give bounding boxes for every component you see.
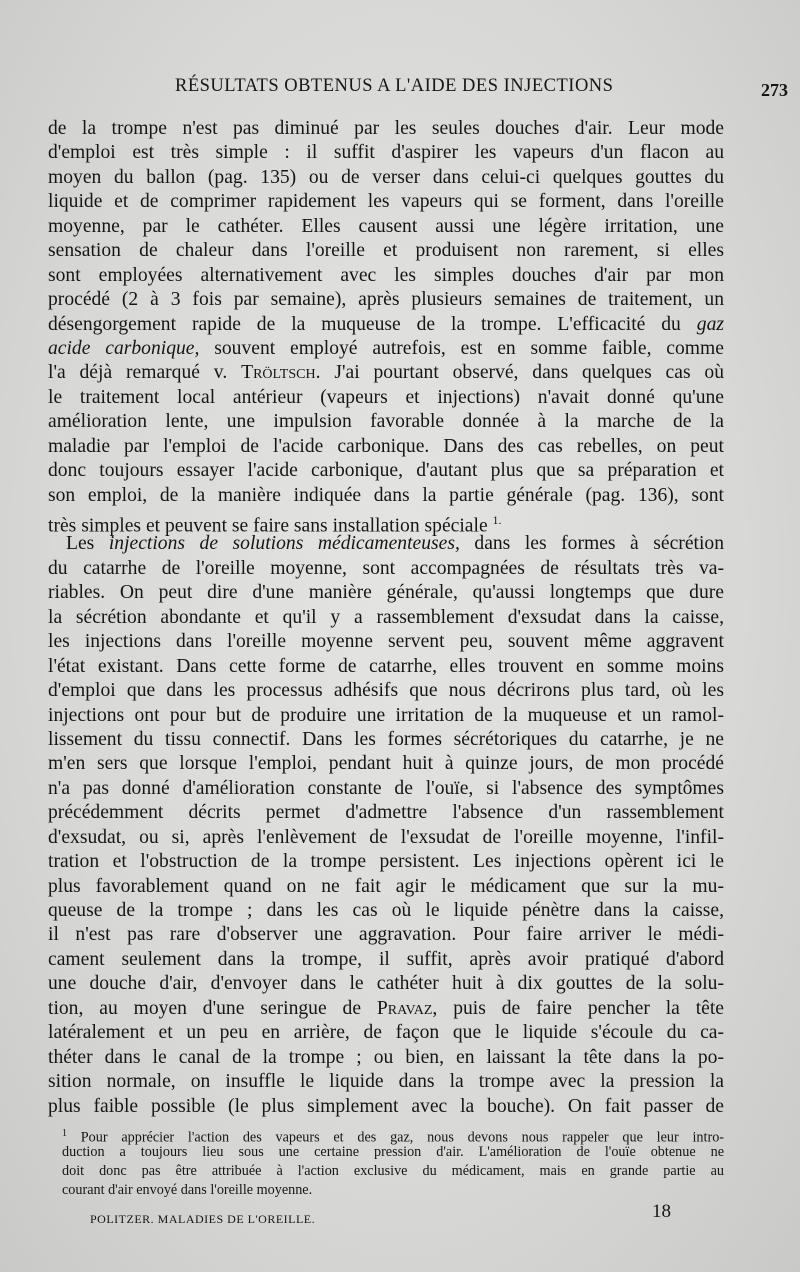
running-title: RÉSULTATS OBTENUS A L'AIDE DES INJECTIONS	[175, 76, 614, 96]
text-line: maladie par l'emploi de l'acide carbonique. Dans des cas rebelles, on peut	[48, 435, 724, 457]
text-segment: dans les formes à sécrétion	[474, 533, 724, 555]
footnote-line: duction a toujours lieu sous une certaine pression d'air. L'amélioration de l'ouïe obtenue ne	[62, 1144, 724, 1160]
text-line: l'état existant. Dans cette forme de catarrhe, elles trouvent en somme moins	[48, 655, 724, 677]
text-line: donc toujours essayer l'acide carbonique, d'autant plus que sa préparation et	[48, 460, 724, 482]
text-segment: Les	[66, 533, 95, 555]
footnote-line: doit donc pas être attribuée à l'action exclusive du médicament, mais en grande partie au	[62, 1163, 724, 1179]
emphasis-injections: injections de solutions médicamenteuses,	[108, 533, 460, 555]
footnote-reference: 1.	[492, 513, 502, 527]
text-line: sition normale, on insuffle le liquide dans la trompe avec la pression la	[48, 1071, 724, 1093]
text-line: d'emploi que dans les processus adhésifs que nous décrirons plus tard, où les	[48, 680, 724, 702]
text-line: injections ont pour but de produire une irritation de la muqueuse et un ramol-	[48, 704, 724, 726]
text-line: d'emploi est très simple : il suffit d'aspirer les vapeurs d'un flacon au	[48, 142, 724, 164]
text-segment: très simples et peuvent se faire sans installation spéciale	[48, 515, 488, 537]
text-line: latéralement et un peu en arrière, de façon que le liquide s'écoule du ca-	[48, 1022, 724, 1044]
text-line	[48, 337, 724, 361]
text-line: amélioration lente, une impulsion favorable donnée à la marche de la	[48, 411, 724, 433]
text-line: liquide et de comprimer rapidement les vapeurs qui se forment, dans l'oreille	[48, 191, 724, 213]
footnote-line	[62, 1124, 725, 1146]
text-line	[48, 997, 724, 1021]
footnote-marker: 1	[62, 1128, 67, 1139]
emphasis-acide-carbonique: acide carbonique,	[48, 337, 200, 359]
text-line: de la trompe n'est pas diminué par les seules douches d'air. Leur mode	[48, 118, 724, 139]
author-name-pravaz: Pravaz	[376, 997, 433, 1019]
text-line: cament seulement dans la trompe, il suffit, après avoir pratiqué d'abord	[48, 948, 724, 970]
text-line: tration et l'obstruction de la trompe persistent. Les injections opèrent ici le	[48, 851, 724, 873]
text-line: les injections dans l'oreille moyenne servent peu, souvent même aggravent	[48, 631, 724, 653]
text-line: sont employées alternativement avec les simples douches d'air par mon	[48, 264, 724, 286]
text-line: plus favorablement quand on ne fait agir le médicament que sur la mu-	[48, 875, 724, 897]
body-text	[48, 117, 724, 1119]
page-header	[60, 76, 788, 106]
text-line: lissement du tissu connectif. Dans les formes sécrétoriques du catarrhe, je ne	[48, 728, 724, 750]
text-line: queuse de la trompe ; dans les cas où le liquide pénètre dans la caisse,	[48, 900, 724, 921]
signature-number: 18	[652, 1201, 671, 1222]
author-name-troltsch: Tröltsch.	[241, 362, 321, 384]
text-line: précédemment décrits permet d'admettre l'absence d'un rassemblement	[48, 802, 724, 824]
text-line: sensation de chaleur dans l'oreille et produisent non rarement, si elles	[48, 240, 724, 262]
text-line	[48, 508, 724, 537]
printer-signature: POLITZER. MALADIES DE L'OREILLE.	[90, 1212, 316, 1226]
text-segment: Pour apprécier l'action des vapeurs et des gaz, nous devons nous rappeler que leur intro-	[80, 1129, 725, 1146]
text-line: procédé (2 à 3 fois par semaine), après plusieurs semaines de traitement, un	[48, 289, 724, 311]
text-segment: souvent employé autrefois, est en somme faible, comme	[214, 337, 724, 359]
text-line: n'a pas donné d'amélioration constante de l'ouïe, si l'absence des symptômes	[48, 777, 724, 799]
text-segment: désengorgement rapide de la muqueuse de la trompe. L'efficacité du	[48, 313, 681, 335]
page-footer	[90, 1201, 690, 1232]
text-line: moyen du ballon (pag. 135) ou de verser dans celui-ci quelques gouttes du	[48, 166, 724, 188]
page-number: 273	[761, 80, 788, 100]
text-line: une douche d'air, d'envoyer dans le cathéter huit à dix gouttes de la solu-	[48, 973, 724, 995]
text-segment: tion, au moyen d'une seringue de	[48, 997, 362, 1019]
text-line	[48, 361, 724, 385]
text-line: riables. On peut dire d'une manière générale, qu'aussi longtemps que dure	[48, 582, 724, 604]
text-line: il n'est pas rare d'observer une aggravation. Pour faire arriver le médi-	[48, 924, 724, 946]
text-line: du catarrhe de l'oreille moyenne, sont accompagnées de résultats très va-	[48, 557, 724, 579]
text-line: d'exsudat, ou si, après l'enlèvement de l'exsudat de l'oreille moyenne, l'infil-	[48, 826, 724, 848]
text-line: plus faible possible (le plus simplement avec la bouche). On fait passer de	[48, 1095, 724, 1117]
text-line: le traitement local antérieur (vapeurs et injections) n'avait donné qu'une	[48, 386, 724, 408]
text-segment: J'ai pourtant observé, dans quelques cas où	[334, 362, 725, 384]
footnote-line: courant d'air envoyé dans l'oreille moyenne.	[62, 1182, 313, 1198]
text-line: théter dans le canal de la trompe ; ou bien, en laissant la tête dans la po-	[48, 1046, 724, 1068]
text-line: la sécrétion abondante et qu'il y a rassemblement d'exsudat dans la caisse,	[48, 606, 724, 628]
text-segment: l'a déjà remarqué v.	[48, 362, 228, 384]
emphasis-gaz: gaz	[696, 313, 724, 335]
text-line: m'en sers que lorsque l'emploi, pendant huit à quinze jours, de mon procédé	[48, 753, 724, 775]
footnotes	[62, 1124, 724, 1200]
text-line: moyenne, par le cathéter. Elles causent aussi une légère irritation, une	[48, 215, 724, 237]
text-line	[48, 313, 724, 337]
text-segment: , puis de faire pencher la tête	[432, 997, 724, 1019]
text-line	[48, 532, 724, 556]
text-line: son emploi, de la manière indiquée dans la partie générale (pag. 136), sont	[48, 484, 724, 506]
